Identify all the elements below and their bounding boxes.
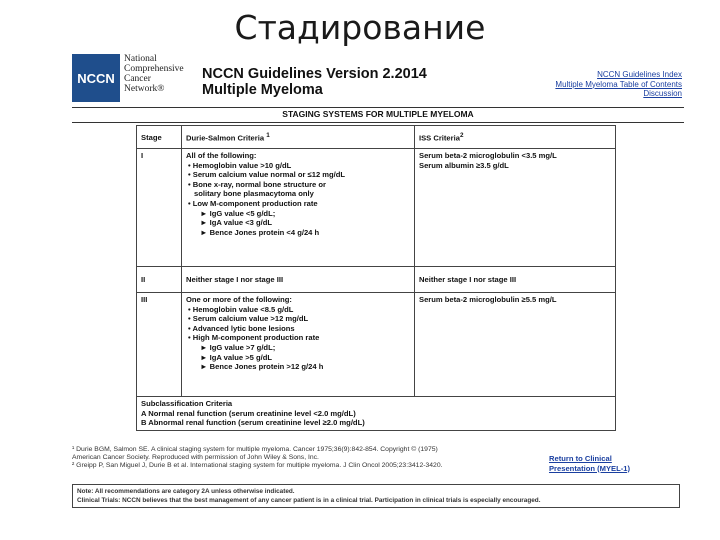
- note-box: [72, 484, 680, 508]
- iss-cell: Serum beta-2 microglobulin ≥5.5 mg/L: [415, 293, 616, 397]
- stage-cell: II: [137, 267, 182, 293]
- table-header-row: [137, 126, 616, 149]
- guidelines-index-link[interactable]: NCCN Guidelines Index: [597, 70, 682, 79]
- stage-cell: I: [137, 149, 182, 267]
- guideline-version: NCCN Guidelines Version 2.2014: [202, 66, 427, 82]
- footnote: ² Greipp P, San Miguel J, Durie B et al. International staging system for multiple myeloma. J Clin Oncol 2005;23:3412-3420.: [72, 462, 443, 470]
- section-title: STAGING SYSTEMS FOR MULTIPLE MYELOMA: [282, 109, 474, 119]
- stage-cell: III: [137, 293, 182, 397]
- note-line: Note: All recommendations are category 2A unless otherwise indicated.: [77, 488, 295, 495]
- return-link[interactable]: Return to Clinical Presentation (MYEL-1): [548, 454, 630, 473]
- org-line: Comprehensive: [124, 64, 184, 74]
- guideline-subtitle: Multiple Myeloma: [202, 82, 323, 98]
- org-line: National: [124, 54, 157, 64]
- iss-cell: Neither stage I nor stage III: [415, 267, 616, 293]
- header-iss: ISS Criteria$^2$: [415, 126, 616, 149]
- guideline-title: [202, 66, 427, 98]
- org-line: Cancer: [124, 74, 151, 84]
- footnote: ¹ Durie BGM, Salmon SE. A clinical staging system for multiple myeloma. Cancer 1975;36(9):842-854. Copyright © (1975): [72, 446, 438, 453]
- org-name: [124, 54, 194, 94]
- slide-title: Стадирование: [234, 8, 486, 47]
- table-row: [137, 267, 616, 293]
- table-row: [137, 149, 616, 267]
- header-stage: Stage: [137, 126, 182, 149]
- staging-table: [136, 125, 616, 431]
- divider: [72, 107, 684, 108]
- divider: [72, 122, 684, 123]
- footnote: American Cancer Society. Reproduced with permission of John Wiley & Sons, Inc.: [72, 454, 319, 462]
- table-of-contents-link[interactable]: Multiple Myeloma Table of Contents: [555, 79, 682, 89]
- top-links: [555, 70, 682, 99]
- subclass-row: [137, 397, 616, 431]
- nccn-logo: NCCN: [72, 54, 120, 102]
- footnotes: [72, 446, 532, 471]
- durie-salmon-cell: Neither stage I nor stage III: [182, 267, 415, 293]
- note-line: Clinical Trials: NCCN believes that the best management of any cancer patient is in a clinical trial. Participation in clinical trials is especially encouraged.: [77, 497, 541, 504]
- iss-cell: Serum beta-2 microglobulin <3.5 mg/L Serum albumin ≥3.5 g/dL: [415, 149, 616, 267]
- table-row: [137, 293, 616, 397]
- durie-salmon-cell: All of the following: • Hemoglobin value >10 g/dL • Serum calcium value normal or ≤12 mg/dL • Bone x-ray, normal bone structure or solitary bone plasmacytoma only • Low M-component production rate ► IgG value <5 g/dL; ► IgA value <3 g/dL ► Bence Jones protein <4 g/24 h: [182, 149, 415, 267]
- org-line: Network®: [124, 84, 165, 94]
- subclass-cell: Subclassification Criteria A Normal renal function (serum creatinine level <2.0 mg/dL) B Abnormal renal function (serum creatinine level ≥2.0 mg/dL): [137, 397, 616, 431]
- header-durie-salmon: Durie-Salmon Criteria $^1$: [182, 126, 415, 149]
- durie-salmon-cell: One or more of the following: • Hemoglobin value <8.5 g/dL • Serum calcium value >12 mg/dL • Advanced lytic bone lesions • High M-component production rate ► IgG value >7 g/dL; ► IgA value >5 g/dL ► Bence Jones protein >12 g/24 h: [182, 293, 415, 397]
- discussion-link[interactable]: Discussion: [643, 89, 682, 98]
- guideline-page: [68, 50, 688, 520]
